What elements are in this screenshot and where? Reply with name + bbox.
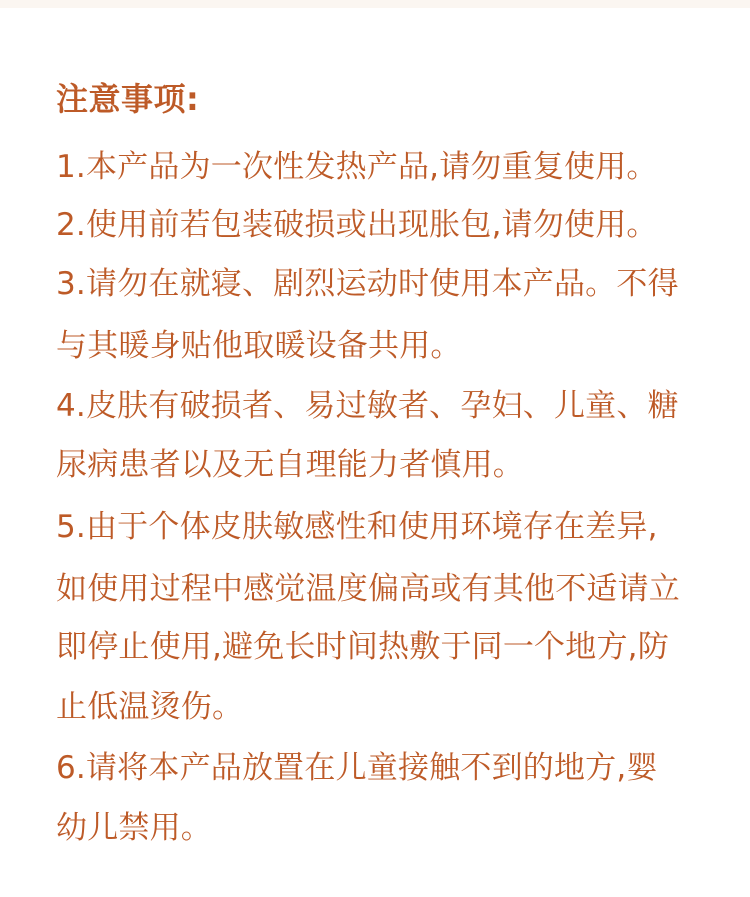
section-title: 注意事项:	[56, 80, 200, 118]
text-line: 即停止使用,避免长时间热敷于同一个地方,防	[56, 629, 669, 665]
text-line: 尿病患者以及无自理能力者慎用。	[56, 447, 524, 483]
text-line: 3.请勿在就寝、剧烈运动时使用本产品。不得	[56, 266, 679, 302]
text-line: 与其暖身贴他取暖设备共用。	[56, 328, 462, 364]
top-band	[0, 0, 750, 8]
text-line: 幼儿禁用。	[56, 810, 212, 846]
text-line: 如使用过程中感觉温度偏高或有其他不适请立	[56, 571, 680, 607]
text-line: 止低温烫伤。	[56, 689, 244, 725]
text-line: 5.由于个体皮肤敏感性和使用环境存在差异,	[56, 509, 658, 545]
text-line: 6.请将本产品放置在儿童接触不到的地方,婴	[56, 750, 658, 786]
text-line: 2.使用前若包装破损或出现胀包,请勿使用。	[56, 207, 658, 243]
text-line: 4.皮肤有破损者、易过敏者、孕妇、儿童、糖	[56, 388, 679, 424]
text-line: 1.本产品为一次性发热产品,请勿重复使用。	[56, 149, 658, 185]
